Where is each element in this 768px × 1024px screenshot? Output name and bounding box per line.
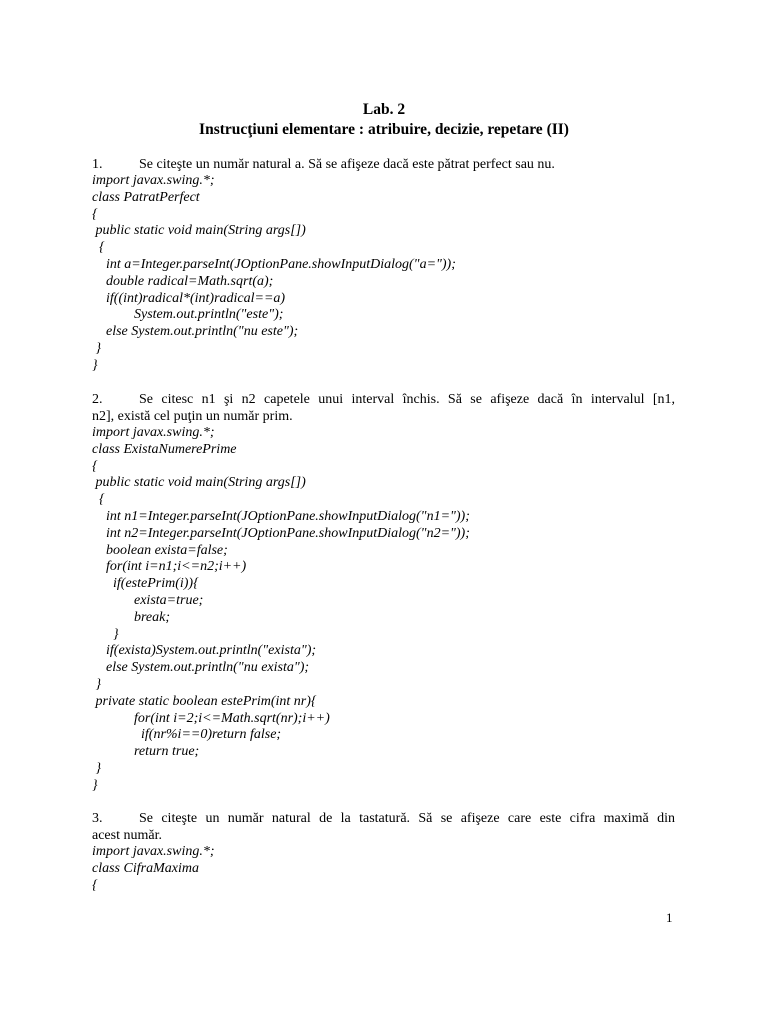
document-heading: Instrucţiuni elementare : atribuire, decizie, repetare (II) (199, 121, 569, 138)
exercise-3-statement-line-1 (92, 810, 675, 827)
exercise-3-text-1: Se citeşte un număr natural de la tastatură. Să se afişeze care este cifra maximă din (139, 811, 675, 826)
exercise-2-text-1: Se citesc n1 şi n2 capetele unui interval închis. Să se afişeze dacă în intervalul [n1, (139, 392, 675, 407)
exercise-3-statement-line-2: acest număr. (92, 828, 162, 843)
page-number: 1 (666, 910, 673, 925)
exercise-2-code: import javax.swing.*; class ExistaNumerePrime { public static void main(String args[]) { int n1=Integer.parseInt(JOptionPane.showInputDialog("n1=")); int n2=Integer.parseInt(JOptionPane.showInputDialog("n2=")); boolean exista=false; for(int i=n1;i<=n2;i++) if(estePrim(i)){ exista=true; break; } if(exista)System.out.println("exista"); else System.out.println("nu exista"); } private static boolean estePrim(int nr){ for(int i=2;i<=Math.sqrt(nr);i++) if(nr%i==0)return false; return true; } } (92, 425, 470, 793)
exercise-3-code: import javax.swing.*; class CifraMaxima { (92, 844, 215, 893)
lab-title: Lab. 2 (362, 101, 406, 118)
exercise-2-statement-line-1 (92, 391, 675, 408)
exercise-1-code: import javax.swing.*; class PatratPerfect { public static void main(String args[]) { int a=Integer.parseInt(JOptionPane.showInputDialog("a=")); double radical=Math.sqrt(a); if((int)radical*(int)radical==a) System.out.println("este"); else System.out.println("nu este"); } } (92, 173, 456, 373)
exercise-1-number: 1. (92, 157, 103, 172)
exercise-1-text: Se citeşte un număr natural a. Să se afişeze dacă este pătrat perfect sau nu. (139, 157, 555, 172)
exercise-2-number: 2. (92, 392, 103, 407)
exercise-2-statement-line-2: n2], există cel puţin un număr prim. (92, 409, 293, 424)
exercise-1-statement (92, 156, 675, 173)
exercise-3-number: 3. (92, 811, 103, 826)
